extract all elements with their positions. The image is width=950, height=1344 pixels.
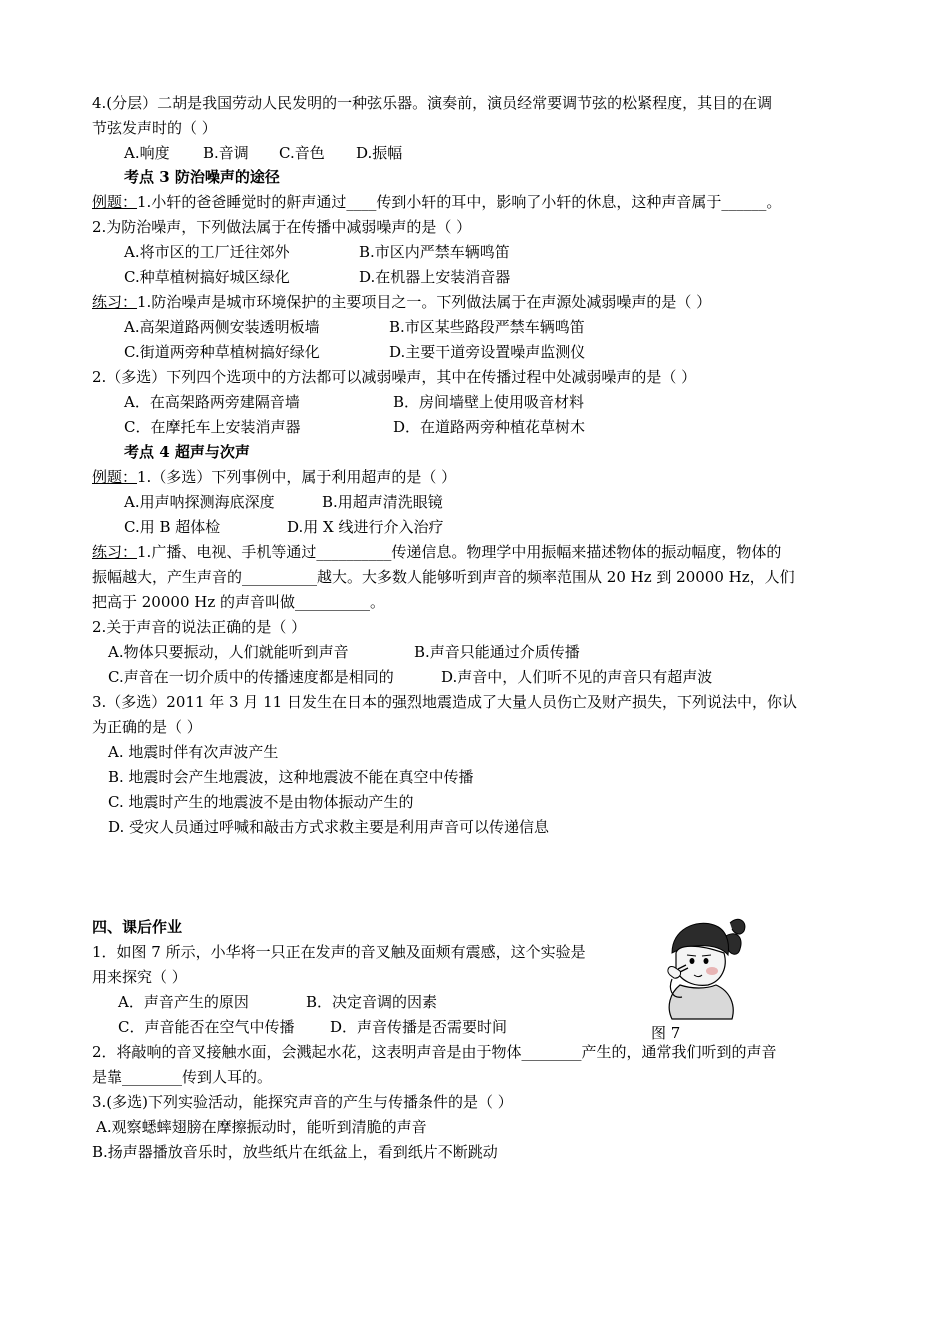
- practice-3-1: [92, 291, 711, 313]
- pr4-3-opt-b: B. 地震时会产生地震波，这种地震波不能在真空中传播: [108, 768, 474, 786]
- ex4-1-opt-b: B.用超声清洗眼镜: [322, 493, 443, 511]
- hw-q1-line1: 1．如图 7 所示，小华将一只正在发声的音叉触及面颊有震感，这个实验是: [92, 943, 586, 961]
- hw-q2-line2: 是靠________传到人耳的。: [92, 1068, 273, 1086]
- q4-opt-c: C.音色: [279, 144, 325, 162]
- pr3-2-opt-b: B．房间墙壁上使用吸音材料: [393, 393, 585, 411]
- ex3-2-opt-c: C.种草植树搞好城区绿化: [124, 268, 290, 286]
- pr3-2-opt-c: C．在摩托车上安装消声器: [124, 418, 301, 436]
- practice-4-1-line1: [92, 541, 781, 563]
- hw-q2-line1: 2．将敲响的音叉接触水面，会溅起水花，这表明声音是由于物体________产生的，通常我们听到的声音: [92, 1043, 777, 1061]
- pr3-1-opt-b: B.市区某些路段严禁车辆鸣笛: [389, 318, 585, 336]
- q4-opt-b: B.音调: [203, 144, 249, 162]
- ex3-2-opt-a: A.将市区的工厂迁往郊外: [124, 243, 290, 261]
- example-4-1-text: 1.（多选）下列事例中，属于利用超声的是（ ）: [137, 468, 457, 486]
- q4-line2: 节弦发声时的（ ）: [92, 119, 217, 137]
- practice-label: 练习：: [92, 543, 138, 561]
- hw-q3: 3.(多选)下列实验活动，能探究声音的产生与传播条件的是（ ）: [92, 1093, 513, 1111]
- hw-q3-opt-a: A.观察蟋蟀翅膀在摩擦振动时，能听到清脆的声音: [96, 1118, 427, 1136]
- practice-4-1-line3: 把高于 20000 Hz 的声音叫做__________。: [92, 593, 386, 611]
- pr3-1-opt-d: D.主要干道旁设置噪声监测仪: [389, 343, 586, 361]
- pr3-2-opt-a: A．在高架路两旁建隔音墙: [124, 393, 300, 411]
- hw-q1-opt-c: C．声音能否在空气中传播: [118, 1018, 295, 1036]
- example-3-1-text: 1.小轩的爸爸睡觉时的鼾声通过____传到小轩的耳中，影响了小轩的休息，这种声音属于______。: [137, 193, 782, 211]
- ex4-1-opt-a: A.用声呐探测海底深度: [124, 493, 275, 511]
- ex3-2-opt-b: B.市区内严禁车辆鸣笛: [359, 243, 510, 261]
- example-label: 例题：: [92, 468, 138, 486]
- ex3-2-opt-d: D.在机器上安装消音器: [359, 268, 511, 286]
- hw-q1-line2: 用来探究（ ）: [92, 968, 187, 986]
- example-4-1: [92, 466, 456, 488]
- pr4-2-opt-b: B.声音只能通过介质传播: [414, 643, 580, 661]
- girl-tuning-fork-icon: [650, 915, 750, 1020]
- section-title-kd4: 考点 4 超声与次声: [124, 443, 250, 461]
- practice-4-2: 2.关于声音的说法正确的是（ ）: [92, 618, 307, 636]
- hw-q1-opt-b: B．决定音调的因素: [306, 993, 438, 1011]
- practice-4-3-line2: 为正确的是（ ）: [92, 718, 202, 736]
- pr4-2-opt-a: A.物体只要振动，人们就能听到声音: [108, 643, 349, 661]
- homework-title: 四、课后作业: [92, 918, 183, 936]
- practice-3-2: 2.（多选）下列四个选项中的方法都可以减弱噪声，其中在传播过程中处减弱噪声的是（ ）: [92, 368, 697, 386]
- pr3-1-opt-c: C.街道两旁种草植树搞好绿化: [124, 343, 320, 361]
- hw-q1-opt-d: D．声音传播是否需要时间: [330, 1018, 508, 1036]
- pr4-3-opt-c: C. 地震时产生的地震波不是由物体振动产生的: [108, 793, 414, 811]
- pr4-2-opt-d: D.声音中，人们听不见的声音只有超声波: [441, 668, 713, 686]
- practice-4-3-line1: 3.（多选）2011 年 3 月 11 日发生在日本的强烈地震造成了大量人员伤亡及财产损失，下列说法中，你认: [92, 693, 797, 711]
- hw-q1-opt-a: A．声音产生的原因: [118, 993, 249, 1011]
- pr3-1-opt-a: A.高架道路两侧安装透明板墙: [124, 318, 320, 336]
- q4-line1: 4.(分层）二胡是我国劳动人民发明的一种弦乐器。演奏前，演员经常要调节弦的松紧程度，其目的在调: [92, 94, 773, 112]
- q4-opt-d: D.振幅: [356, 144, 403, 162]
- practice-3-1-text: 1.防治噪声是城市环境保护的主要项目之一。下列做法属于在声源处减弱噪声的是（ ）: [137, 293, 712, 311]
- figure-7-caption: 图 7: [651, 1024, 681, 1042]
- pr4-2-opt-c: C.声音在一切介质中的传播速度都是相同的: [108, 668, 394, 686]
- hw-q3-opt-b: B.扬声器播放音乐时，放些纸片在纸盆上，看到纸片不断跳动: [92, 1143, 498, 1161]
- ex4-1-opt-d: D.用 X 线进行介入治疗: [287, 518, 444, 536]
- practice-4-1-text: 1.广播、电视、手机等通过__________传递信息。物理学中用振幅来描述物体的振动幅度，物体的: [137, 543, 782, 561]
- ex4-1-opt-c: C.用 B 超体检: [124, 518, 221, 536]
- example-label: 例题：: [92, 193, 138, 211]
- practice-4-1-line2: 振幅越大，产生声音的__________越大。大多数人能够听到声音的频率范围从 20 Hz 到 20000 Hz，人们: [92, 568, 795, 586]
- q4-opt-a: A.响度: [124, 144, 170, 162]
- pr3-2-opt-d: D．在道路两旁种植花草树木: [393, 418, 586, 436]
- example-3-2: 2.为防治噪声，下列做法属于在传播中减弱噪声的是（ ）: [92, 218, 472, 236]
- pr4-3-opt-d: D. 受灾人员通过呼喊和敲击方式求救主要是利用声音可以传递信息: [108, 818, 550, 836]
- section-title-kd3: 考点 3 防治噪声的途径: [124, 168, 280, 186]
- practice-label: 练习：: [92, 293, 138, 311]
- example-3-1: [92, 191, 781, 213]
- pr4-3-opt-a: A. 地震时伴有次声波产生: [108, 743, 279, 761]
